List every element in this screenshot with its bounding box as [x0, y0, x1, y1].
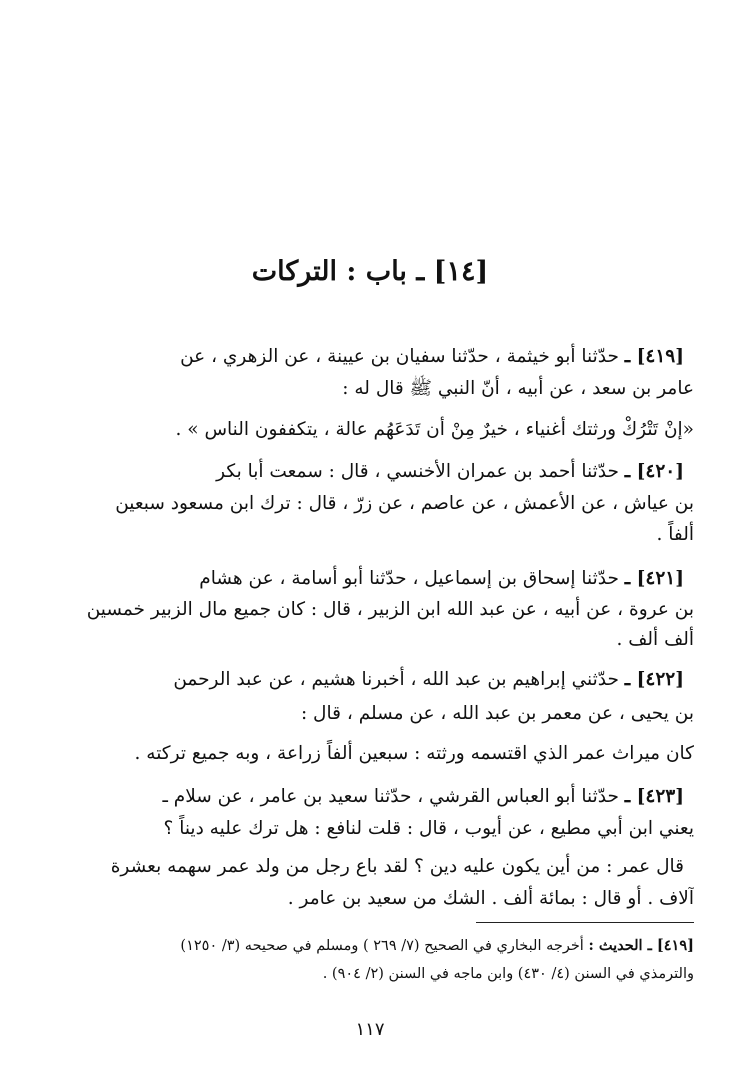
hadith-423-line-4: آلاف . أو قال : بمائة ألف . الشك من سعيد بن عامر .: [287, 888, 694, 909]
footnote-label: [٤١٩] ـ الحديث :: [588, 937, 694, 954]
hadith-420-line-3: ألفاً .: [656, 524, 694, 545]
hadith-421-number: [٤٢١] ـ: [624, 568, 684, 589]
hadith-422-line-2: بن يحيى ، عن معمر بن عبد الله ، عن مسلم ، قال :: [300, 703, 694, 724]
footnote-line-2: والترمذي في السنن (٤/ ٤٣٠) وابن ماجه في السنن (٢/ ٩٠٤) .: [322, 966, 694, 982]
footnote-text-1: أخرجه البخاري في الصحيح (٧/ ٢٦٩ ) ومسلم في صحيحه (٣/ ١٢٥٠): [180, 938, 584, 954]
hadith-419-line-2: عامر بن سعد ، عن أبيه ، أنّ النبي ﷺ قال له :: [342, 378, 694, 399]
hadith-422-quote: كان ميراث عمر الذي اقتسمه ورثته : سبعين ألفاً زراعة ، وبه جميع تركته .: [134, 743, 694, 764]
hadith-422-text-1: حدّثني إبراهيم بن عبد الله ، أخبرنا هشيم ، عن عبد الرحمن: [173, 669, 619, 690]
chapter-title: [١٤] ـ باب : التركات: [251, 256, 489, 287]
hadith-421-line-3: ألف ألف .: [616, 629, 694, 650]
hadith-423-line-3: قال عمر : من أين يكون عليه دين ؟ لقد باع رجل من ولد عمر سهمه بعشرة: [110, 856, 684, 877]
hadith-421-line-1: [54, 562, 684, 596]
hadith-419-number: [٤١٩] ـ: [624, 346, 684, 367]
hadith-420-text-1: حدّثنا أحمد بن عمران الأخنسي ، قال : سمعت أبا بكر: [216, 461, 619, 482]
hadith-423-number: [٤٢٣] ـ: [624, 786, 684, 807]
hadith-422-line-1: [54, 663, 684, 697]
footnote-line-1: [46, 932, 694, 960]
hadith-420-line-1: [54, 455, 684, 489]
hadith-421-text-1: حدّثنا إسحاق بن إسماعيل ، حدّثنا أبو أسامة ، عن هشام: [199, 568, 619, 589]
hadith-423-text-1: حدّثنا أبو العباس القرشي ، حدّثنا سعيد بن عامر ، عن سلام ـ: [162, 786, 619, 807]
hadith-420-number: [٤٢٠] ـ: [624, 461, 684, 482]
hadith-423-line-2: يعني ابن أبي مطيع ، عن أيوب ، قال : قلت لنافع : هل ترك عليه ديناً ؟: [163, 818, 694, 839]
hadith-422-number: [٤٢٢] ـ: [624, 669, 684, 690]
hadith-423-line-1: [54, 780, 684, 814]
hadith-419-quote: «إنْ تَتْرُكْ ورثتك أغنياء ، خيرٌ مِنْ أن تَدَعَهُم عالة ، يتكففون الناس » .: [175, 419, 694, 440]
hadith-419-text-1: حدّثنا أبو خيثمة ، حدّثنا سفيان بن عيينة ، عن الزهري ، عن: [180, 346, 619, 367]
footnote-divider: [476, 922, 694, 923]
hadith-420-line-2: بن عياش ، عن الأعمش ، عن عاصم ، عن زرّ ، قال : ترك ابن مسعود سبعين: [115, 493, 694, 514]
hadith-421-line-2: بن عروة ، عن أبيه ، عن عبد الله ابن الزبير ، قال : كان جميع مال الزبير خمسين: [86, 599, 694, 620]
page-number: ١١٧: [355, 1019, 385, 1040]
hadith-419-line-1: [54, 340, 684, 374]
